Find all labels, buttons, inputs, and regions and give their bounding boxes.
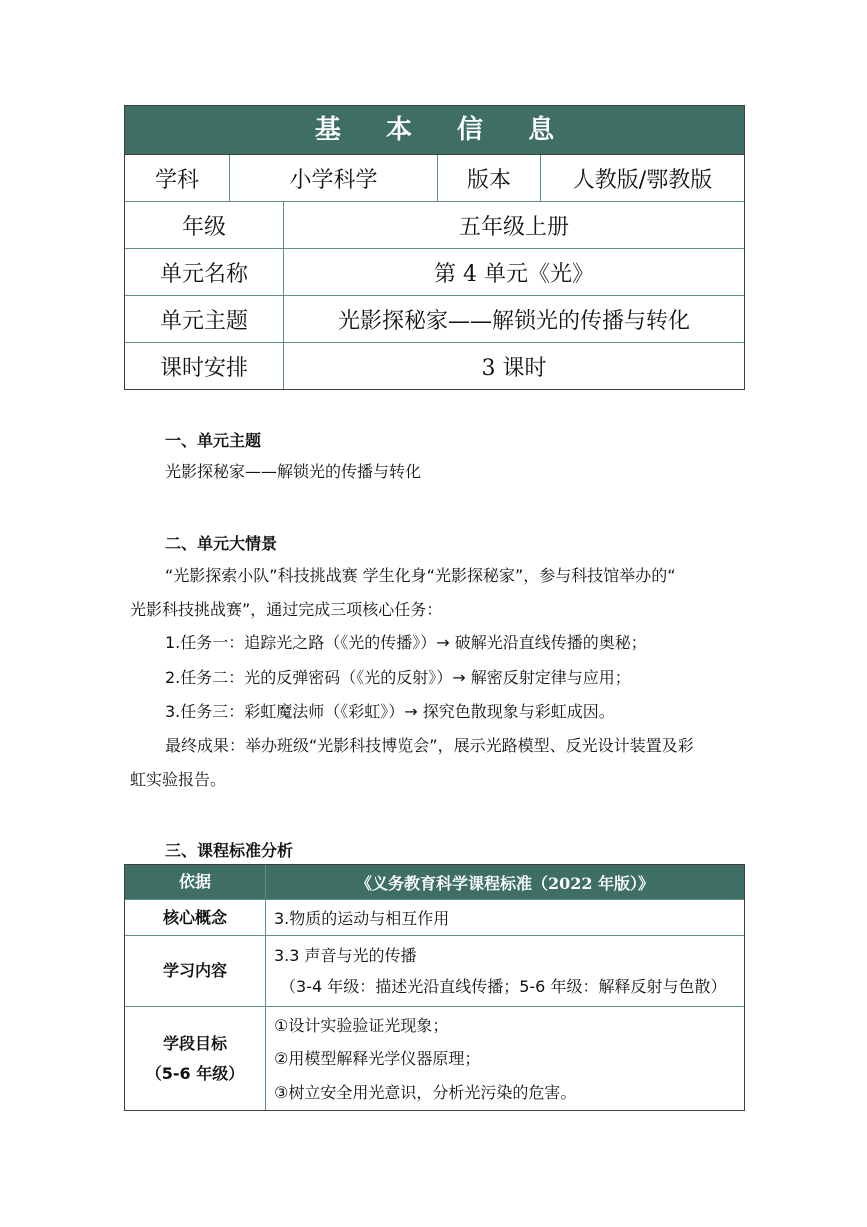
stage-goal-cell xyxy=(266,1007,744,1110)
stage-goal-row xyxy=(125,1007,744,1110)
grade-value: 五年级上册 xyxy=(283,202,744,248)
section3-heading: 三、课程标准分析 xyxy=(165,841,294,860)
core-concept-label: 核心概念 xyxy=(125,900,266,935)
final-outcome-line2: 虹实验报告。 xyxy=(130,770,227,789)
learning-content-row xyxy=(125,936,744,1007)
curriculum-standards-table xyxy=(124,864,745,1111)
stage-goal-label xyxy=(125,1007,266,1110)
task-2: 2.任务二：光的反弹密码（《光的反射》）→ 解密反射定律与应用； xyxy=(165,668,631,687)
subject-value: 小学科学 xyxy=(229,155,437,201)
final-outcome-line1: 最终成果：举办班级“光影科技博览会”，展示光路模型、反光设计装置及彩 xyxy=(165,736,694,755)
stage-goal-line1: ①设计实验验证光现象； xyxy=(274,1016,449,1035)
core-concept-value: 3.物质的运动与相互作用 xyxy=(274,909,450,928)
task-1: 1.任务一：追踪光之路（《光的传播》）→ 破解光沿直线传播的奥秘； xyxy=(165,633,647,652)
unit-name-label: 单元名称 xyxy=(159,261,248,287)
basic-info-table xyxy=(124,105,745,390)
info-row-schedule xyxy=(125,343,744,389)
standards-header-row xyxy=(125,865,744,900)
edition-value: 人教版/鄂教版 xyxy=(540,155,744,201)
basis-label: 依据 xyxy=(125,865,266,899)
basic-info-title: 基 本 信 息 xyxy=(125,106,744,155)
edition-label: 版本 xyxy=(437,155,540,201)
info-row-unit-name xyxy=(125,249,744,296)
scenario-intro-line2: 光影科技挑战赛”，通过完成三项核心任务： xyxy=(130,600,443,619)
schedule-label: 课时安排 xyxy=(159,355,248,381)
unit-theme-label: 单元主题 xyxy=(159,308,248,334)
stage-goal-line2: ②用模型解释光学仪器原理； xyxy=(274,1049,481,1068)
subject-label: 学科 xyxy=(154,167,199,193)
stage-goal-label-line1: 学段目标 xyxy=(162,1033,227,1053)
section2-heading: 二、单元大情景 xyxy=(165,534,278,553)
section1-text: 光影探秘家——解锁光的传播与转化 xyxy=(165,462,422,481)
core-concept-row xyxy=(125,900,744,936)
learning-content-label: 学习内容 xyxy=(125,936,266,1006)
grade-label: 年级 xyxy=(181,214,226,240)
unit-name-value: 第 4 单元《光》 xyxy=(283,249,744,295)
schedule-value: 3 课时 xyxy=(283,343,744,389)
stage-goal-label-line2: （5-6 年级） xyxy=(145,1063,245,1083)
learning-content-cell xyxy=(266,936,744,1006)
unit-theme-value: 光影探秘家——解锁光的传播与转化 xyxy=(283,296,744,342)
learning-content-line1: 3.3 声音与光的传播 xyxy=(274,946,417,965)
info-row-grade xyxy=(125,202,744,249)
section1-heading: 一、单元主题 xyxy=(165,431,262,450)
stage-goal-line3: ③树立安全用光意识，分析光污染的危害。 xyxy=(274,1083,577,1102)
learning-content-line2: （3-4 年级：描述光沿直线传播；5-6 年级：解释反射与色散） xyxy=(280,977,727,996)
basis-value: 《义务教育科学课程标准（2022 年版）》 xyxy=(355,873,655,893)
scenario-intro-line1: “光影探索小队”科技挑战赛 学生化身“光影探秘家”，参与科技馆举办的“ xyxy=(165,566,676,585)
task-3: 3.任务三：彩虹魔法师（《彩虹》）→ 探究色散现象与彩虹成因。 xyxy=(165,702,615,721)
info-row-unit-theme xyxy=(125,296,744,343)
info-row-subject xyxy=(125,155,744,202)
